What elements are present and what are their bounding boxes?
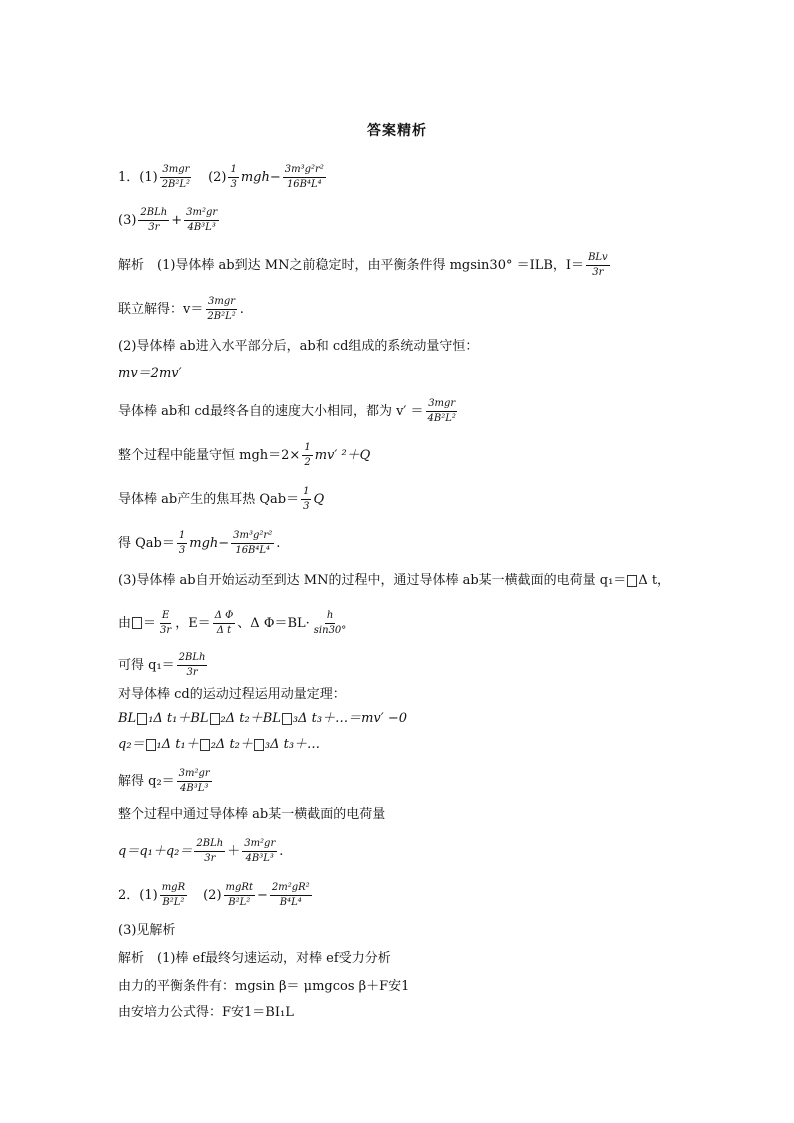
label: (2) (208, 169, 227, 185)
current-symbol-icon (210, 713, 220, 725)
fraction (194, 838, 225, 864)
numerator: mgRt (224, 882, 255, 896)
fraction (586, 252, 610, 278)
expression: ₂Δ t₂＋ (210, 737, 253, 752)
current-symbol-icon (200, 739, 210, 751)
fraction (177, 768, 212, 794)
fraction (224, 882, 255, 908)
analysis-line (118, 530, 280, 556)
fraction (283, 164, 326, 190)
text: 得 Qab＝ (118, 535, 175, 551)
expression: q＝q₁＋q₂＝ (118, 843, 193, 859)
denominator: 3 (178, 544, 186, 556)
fraction (213, 610, 236, 636)
denominator: 4B³L³ (245, 852, 274, 864)
equation: mv＝2mv′ (118, 366, 182, 381)
numerator: 3mgr (426, 398, 457, 412)
fraction (205, 296, 237, 322)
expression: ₁Δ t₁＋ (156, 737, 199, 752)
fraction (177, 652, 208, 678)
numerator: 2BLh (194, 838, 225, 852)
fraction (302, 442, 312, 468)
fraction (160, 882, 187, 908)
text: (3)见解析 (118, 923, 176, 938)
fraction (242, 838, 277, 864)
analysis-line (118, 768, 214, 794)
current-symbol-icon (146, 739, 156, 751)
denominator: 4B²L² (427, 412, 456, 424)
numerator: 3m²gr (177, 768, 212, 782)
numerator: 2BLh (177, 652, 208, 666)
numerator: 1 (301, 486, 311, 500)
analysis-line (118, 296, 244, 322)
text: 联立解得：v＝ (118, 301, 204, 317)
text: 导体棒 ab产生的焦耳热 Qab＝ (118, 491, 300, 507)
numerator: 3m³g²r² (231, 530, 274, 544)
numerator: Δ Φ (213, 610, 236, 624)
numerator: 2BLh (138, 207, 169, 221)
fraction (138, 207, 169, 233)
numerator: 1 (177, 530, 187, 544)
analysis-line (118, 924, 175, 937)
numerator: 3mgr (160, 164, 191, 178)
denominator: 3 (230, 178, 237, 190)
expression: q₂＝ (118, 737, 145, 752)
denominator: 3r (160, 624, 172, 636)
numerator: mgR (160, 882, 187, 896)
denominator: 3r (186, 666, 198, 678)
denominator: B⁴L⁴ (279, 896, 302, 908)
denominator: 4B³L³ (187, 221, 216, 233)
expression: mgh− (189, 535, 230, 551)
current-symbol-icon (282, 713, 292, 725)
analysis-line (118, 340, 478, 353)
analysis-line (118, 367, 182, 380)
expression: ₂Δ t₂＋BL (220, 711, 281, 726)
fraction (160, 164, 192, 190)
text: 解析 (1)导体棒 ab到达 MN之前稳定时，由平衡条件得 mgsin30° ＝ILB，I＝ (118, 257, 585, 273)
text: 整个过程中能量守恒 mgh＝2× (118, 447, 301, 463)
text: 可得 q₁＝ (118, 657, 175, 673)
expression: Q (313, 491, 325, 507)
analysis-line (118, 952, 391, 965)
label: (3) (118, 212, 137, 228)
text: ，E＝ (175, 615, 211, 631)
expression: ₃Δ t₃＋…＝mv′ −0 (292, 711, 407, 726)
current-symbol-icon (132, 617, 142, 629)
operator: − (256, 887, 268, 903)
denominator: 4B³L³ (180, 782, 209, 794)
numerator: 1 (302, 442, 312, 456)
denominator: 16B⁴L⁴ (286, 178, 322, 190)
numerator: 3m²gr (184, 207, 219, 221)
analysis-line (118, 1006, 294, 1019)
operator: ＋ (227, 843, 241, 859)
analysis-line (118, 486, 324, 512)
text: 由 (118, 615, 132, 631)
expression: ₃Δ t₃＋… (264, 737, 321, 752)
text: . (279, 843, 284, 859)
numerator: 3m²gr (242, 838, 277, 852)
denominator: B²L² (228, 896, 251, 908)
numerator: 2m²gR² (270, 882, 312, 896)
text: 导体棒 ab和 cd最终各自的速度大小相同，都为 v′ ＝ (118, 403, 424, 419)
denominator: 3r (204, 852, 216, 864)
fraction (231, 530, 274, 556)
text: 对导体棒 cd的运动过程运用动量定理： (118, 687, 346, 702)
analysis-line (118, 610, 350, 636)
text: (3)导体棒 ab自开始运动至到达 MN的过程中，通过导体棒 ab某一横截面的电荷量 q₁＝ (118, 573, 627, 588)
denominator: 3 (303, 500, 310, 512)
text: (2)导体棒 ab进入水平部分后，ab和 cd组成的系统动量守恒： (118, 339, 479, 354)
expression: mgh− (240, 169, 281, 185)
denominator: 16B⁴L⁴ (235, 544, 271, 556)
text: 解得 q₂＝ (118, 773, 175, 789)
current-symbol-icon (627, 575, 637, 587)
operator: + (171, 212, 183, 228)
text: . (239, 301, 244, 317)
text: 由力的平衡条件有：mgsin β＝ μmgcos β＋F安1 (118, 979, 410, 994)
analysis-line (118, 738, 320, 751)
analysis-line (118, 398, 460, 424)
numerator: 1 (228, 164, 238, 178)
numerator: E (160, 610, 171, 624)
expression: mv′ ²＋Q (314, 447, 371, 463)
label: 2．(1) (118, 887, 158, 903)
text: ＝ (143, 615, 157, 631)
numerator: BLv (586, 252, 610, 266)
answer-2-line (118, 882, 314, 908)
current-symbol-icon (137, 713, 147, 725)
label: (2) (203, 887, 222, 903)
analysis-line (118, 574, 670, 587)
denominator: 3r (592, 266, 604, 278)
fraction (301, 486, 311, 512)
denominator: Δ t (216, 624, 232, 636)
analysis-line (118, 712, 407, 725)
text: Δ t， (638, 573, 671, 588)
expression: ₁Δ t₁＋BL (148, 711, 209, 726)
denominator: 2B²L² (207, 310, 236, 322)
fraction (270, 882, 312, 908)
fraction (184, 207, 219, 233)
fraction (228, 164, 238, 190)
analysis-line (118, 652, 209, 678)
text: 解析 (1)棒 ef最终匀速运动，对棒 ef受力分析 (118, 951, 391, 966)
text: 整个过程中通过导体棒 ab某一横截面的电荷量 (118, 807, 386, 822)
denominator: B²L² (162, 896, 185, 908)
text: . (276, 535, 281, 551)
analysis-line (118, 252, 612, 278)
analysis-line (118, 808, 385, 821)
expression: BL (118, 711, 137, 726)
numerator: 3m³g²r² (283, 164, 326, 178)
fraction (177, 530, 187, 556)
denominator: sin30° (313, 624, 347, 636)
text: 由安培力公式得：F安1＝BI₁L (118, 1005, 294, 1020)
denominator: 2 (304, 456, 311, 468)
numerator: 3mgr (206, 296, 237, 310)
fraction (158, 610, 173, 636)
current-symbol-icon (254, 739, 264, 751)
label: 1．(1) (118, 169, 158, 185)
page-title: 答案精析 (367, 123, 427, 139)
answer-1-line (118, 164, 328, 190)
answer-1-part3-line (118, 207, 221, 233)
analysis-line (118, 980, 409, 993)
denominator: 2B²L² (161, 178, 191, 190)
numerator: h (325, 610, 335, 624)
analysis-line (118, 442, 370, 468)
fraction (312, 610, 349, 636)
analysis-line (118, 838, 283, 864)
analysis-line (118, 688, 346, 701)
text: 、Δ Φ＝BL· (237, 615, 310, 631)
fraction (426, 398, 458, 424)
denominator: 3r (148, 221, 160, 233)
